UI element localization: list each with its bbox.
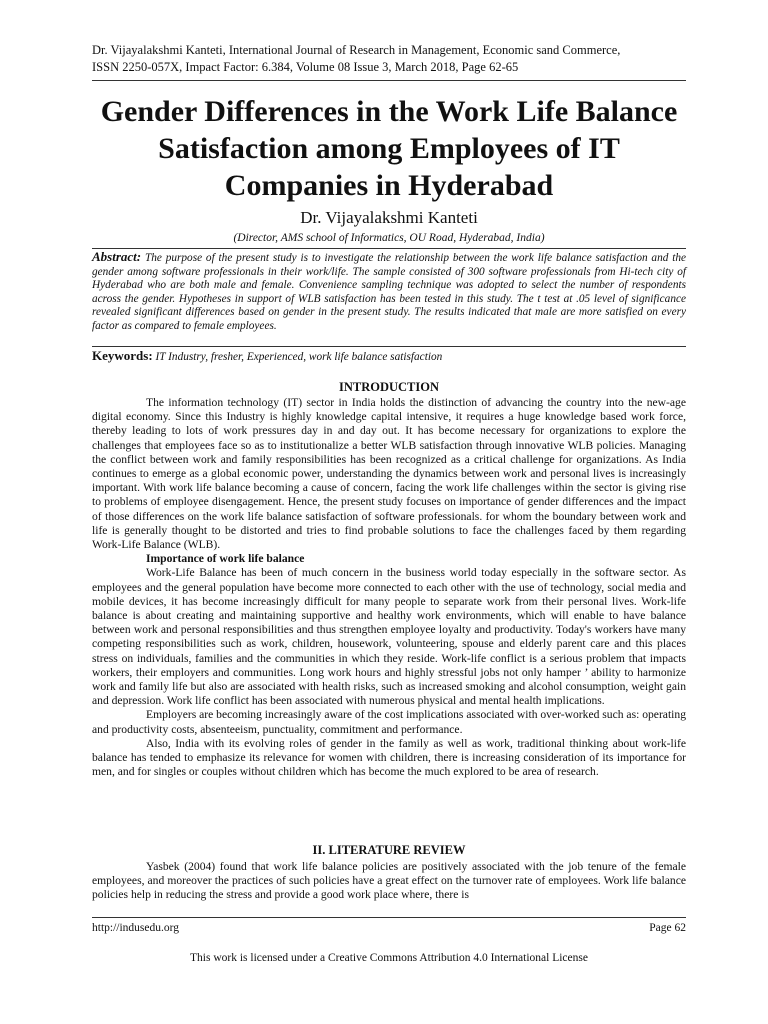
introduction-paragraph-4: Also, India with its evolving roles of gender in the family as well as work, traditional thinking about work-life balance has tended to emphasize its relevance for women with children, there is increasing consideration of its importance for men, and for singles or couples without children which has become the much explored to be area of research. — [92, 736, 686, 779]
introduction-paragraph-1: The information technology (IT) sector in India holds the distinction of advancing the country into the new-age digital economy. Since this Industry is highly knowledge capital intensive, it requires a huge knowledge based work force, thereby leading to lots of work pressures day in and day out. It has become necessary for organizations to explore the challenges that employees face so as to institutionalize a better WLB satisfaction through innovative WLB policies. Managing the conflict between work and family responsibilities has been recognized as a critical challenge for organizations. As India continues to emerge as a global economic power, understanding the dynamics between work and personal lives is increasingly important. With work life balance becoming a cause of concern, facing the work life challenges within the sector is giving rise to problems of employee disengagement. Hence, the present study focuses on importance of gender differences and the impact of those differences on the work life balance satisfaction of software professionals. for whom the boundary between work and life is generally thought to be distorted and tries to find probable solutions to face the challenges faced by them regarding Work-Life Balance (WLB). — [92, 396, 686, 552]
keywords — [92, 348, 686, 365]
author-affiliation: (Director, AMS school of Informatics, OU Road, Hyderabad, India) — [233, 232, 545, 244]
abstract-text: The purpose of the present study is to investigate the relationship between the work life balance satisfaction and the gender among software professionals in their work/life. The sample consisted of 300 software professionals from Hi-tech city of Hyderabad who are both male and female. Convenience sampling technique was adopted to select the number of respondents across the gender. Hypotheses in support of WLB satisfaction has been tested in this study. The t test at .05 level of significance revealed significant differences based on gender in the present study. The results indicated that male are more satisfied on every factor as compared to female employees. — [92, 252, 687, 332]
introduction-paragraph-2: Work-Life Balance has been of much concern in the business world today especially in the software sector. As employees and the general population have become more connected to each other with the use of technology, social media and mobile devices, it has become increasingly difficult for many people to separate work from their personal lives. Work-life balance is about creating and maintaining supportive and healthy work environments, which will enable to have balance between work and personal responsibilities and thus strengthen employee loyalty and productivity. Today's workers have many competing responsibilities such as work, children, housework, volunteering, spouse and elderly parent care and this places stress on individuals, families and the communities in which they reside. Work-life conflict is a serious problem that impacts workers, their employers and communities. Long work hours and highly stressful jobs not only hamper ’ ability to harmonize work and family life but also are associated with health risks, such as increased smoking and alcohol consumption, weight gain and depression. Work life conflict has been associated with numerous physical and mental health implications. — [92, 566, 686, 708]
keywords-label: Keywords: — [92, 348, 153, 363]
introduction-paragraph-3: Employers are becoming increasingly aware of the cost implications associated with over-worked such as: operating and productivity costs, absenteeism, punctuality, commitment and performance. — [92, 708, 686, 736]
page-number: Page 62 — [649, 922, 686, 934]
importance-subheading: Importance of work life balance — [146, 552, 305, 566]
abstract-top-divider — [92, 248, 686, 249]
abstract-bottom-divider — [92, 346, 686, 347]
introduction-body — [92, 396, 686, 779]
author-name: Dr. Vijayalakshmi Kanteti — [300, 208, 478, 227]
journal-header — [92, 42, 692, 76]
keywords-text: IT Industry, fresher, Experienced, work life balance satisfaction — [155, 351, 443, 363]
abstract-label: Abstract: — [92, 249, 142, 264]
literature-review-heading: II. LITERATURE REVIEW — [312, 843, 466, 857]
literature-review-body — [92, 860, 686, 903]
header-divider — [92, 80, 686, 81]
journal-header-line-1: Dr. Vijayalakshmi Kanteti, International Journal of Research in Management, Economic sand Commerce, — [92, 43, 621, 57]
introduction-heading: INTRODUCTION — [338, 380, 439, 394]
paper-title: Gender Differences in the Work Life Balance Satisfaction among Employees of IT Companies in Hyderabad — [100, 95, 678, 202]
footer-url-link[interactable]: http://indusedu.org — [92, 922, 179, 934]
license-notice: This work is licensed under a Creative Commons Attribution 4.0 International License — [190, 952, 588, 964]
footer-divider — [92, 917, 686, 918]
abstract — [92, 250, 686, 334]
literature-paragraph-1: Yasbek (2004) found that work life balance policies are positively associated with the job tenure of the female employees, and moreover the practices of such policies have a great effect on the turnover rate of employees. Work life balance policies help in reducing the stress and provide a good work place where, there is — [92, 860, 686, 902]
journal-header-line-2: ISSN 2250-057X, Impact Factor: 6.384, Volume 08 Issue 3, March 2018, Page 62-65 — [92, 60, 519, 74]
